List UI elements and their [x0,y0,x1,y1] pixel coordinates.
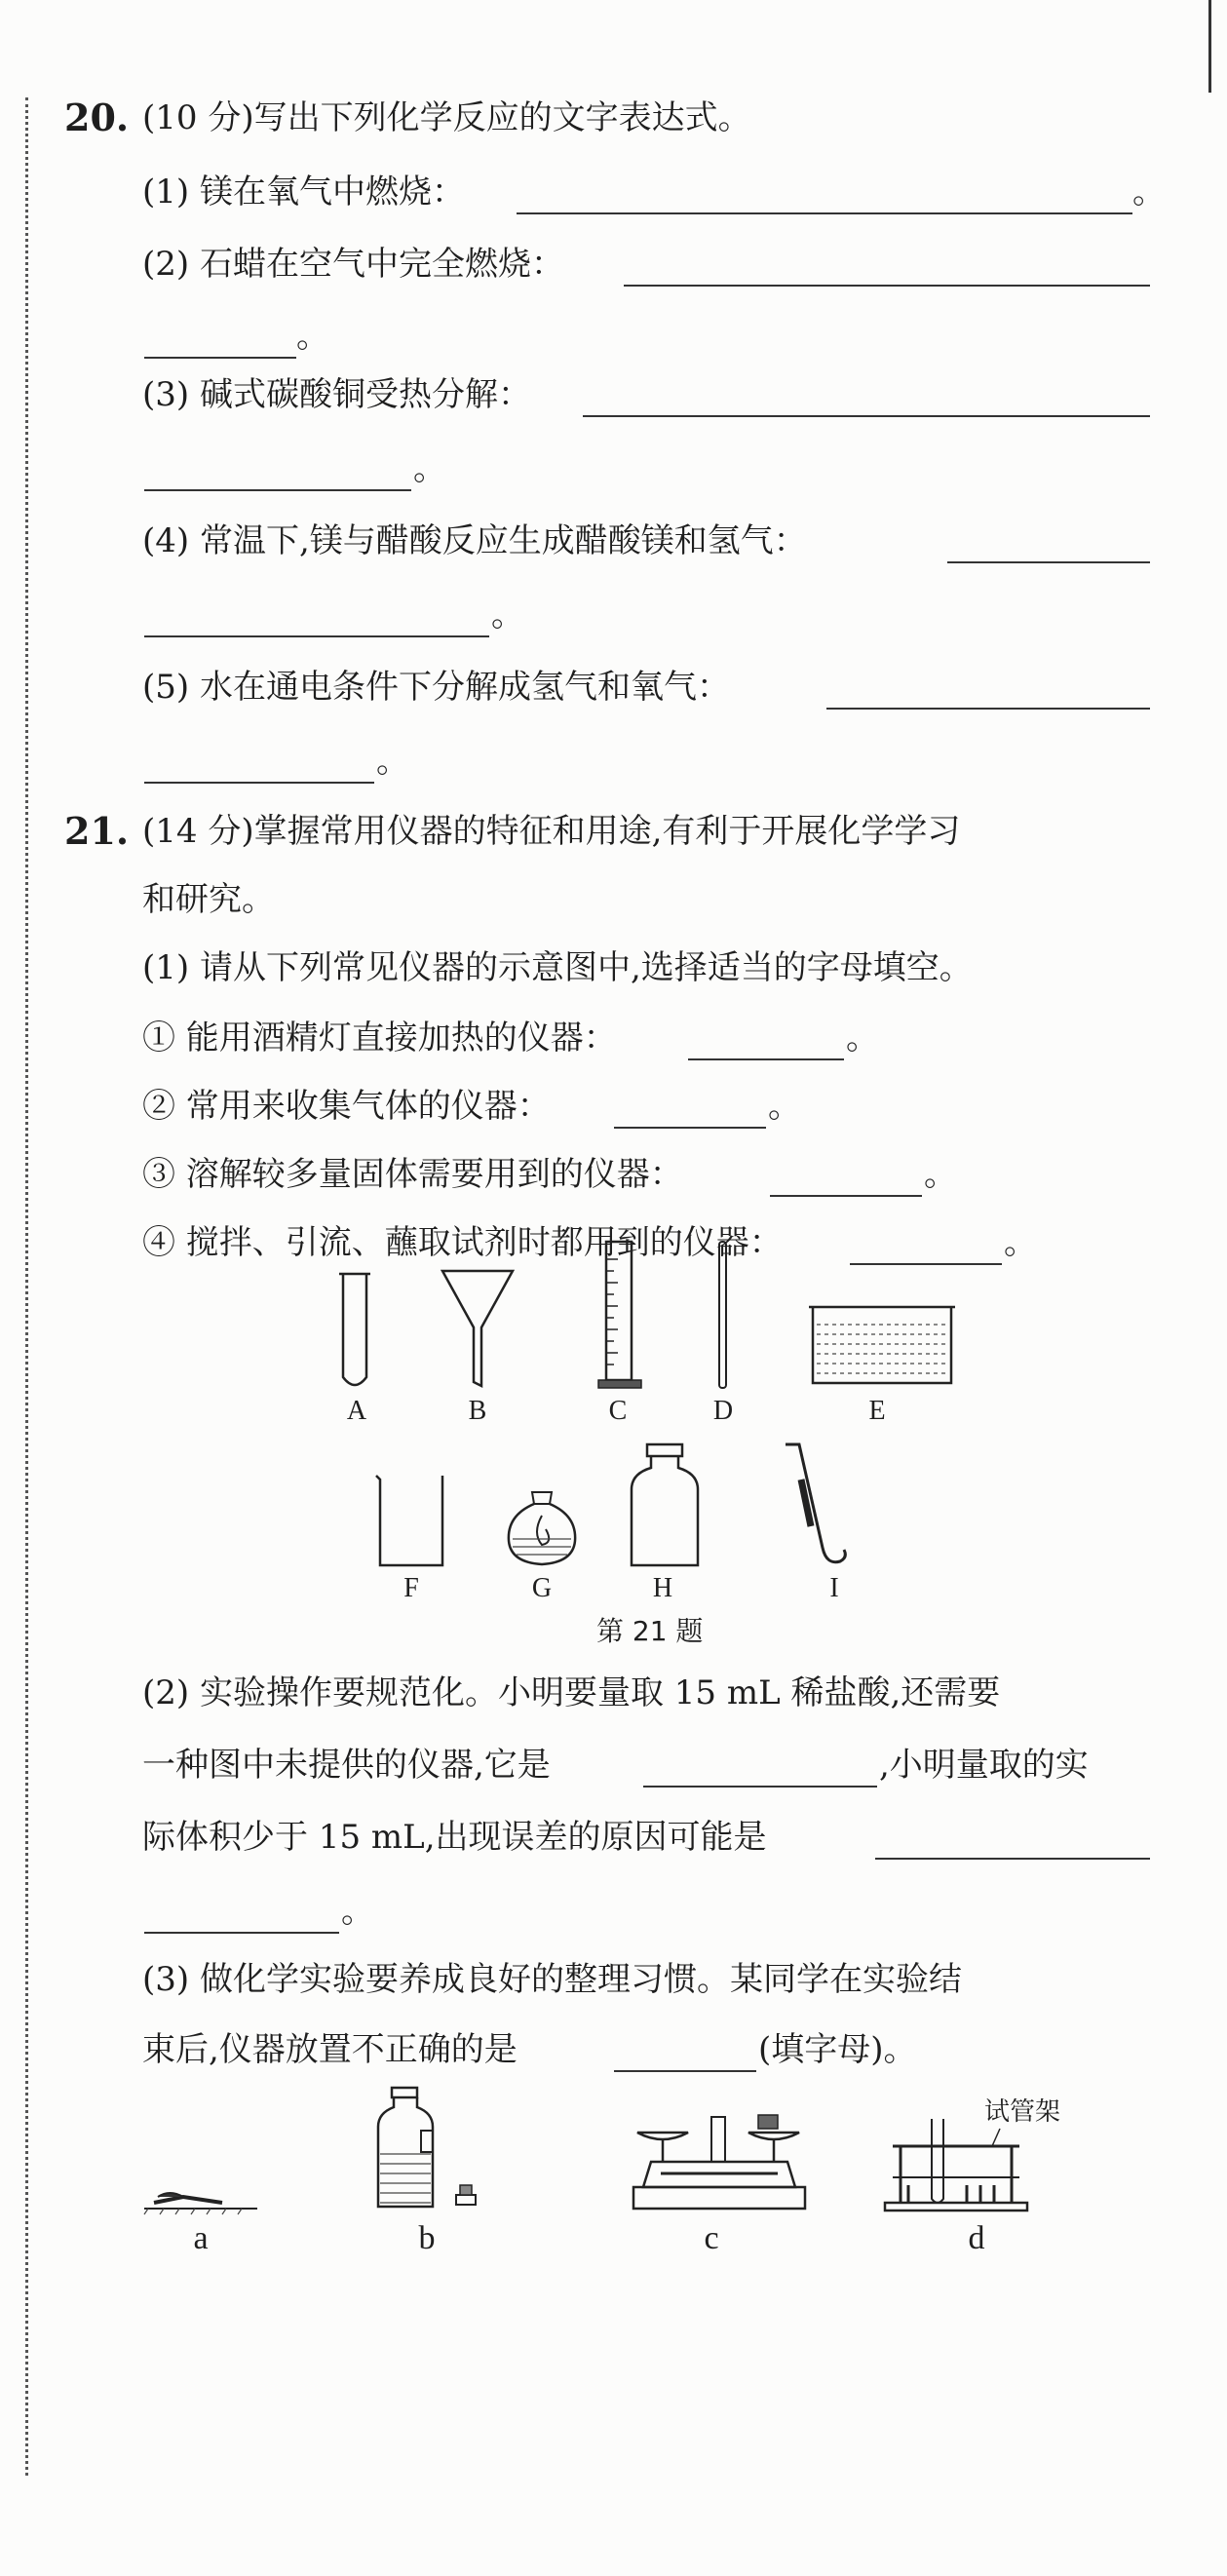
q20-item-5-answer-blank[interactable] [826,661,1150,710]
q20-stem: (10 分)写出下列化学反应的文字表达式。 [142,98,751,137]
q21-stem-line2: 和研究。 [142,880,275,919]
q20-number: 20. [64,96,130,139]
q21-part2-text-2b: ,小明量取的实 [879,1746,1089,1785]
q20-item-1-answer-blank[interactable] [517,166,1132,214]
figure2-label-c: c [704,2220,719,2256]
q21-part1-item-1-label: ① 能用酒精灯直接加热的仪器： [142,1019,617,1057]
q20-item-5 [0,653,1227,721]
q21-part3-line1 [0,1945,1227,2014]
q21-part1-item-3-blank[interactable] [770,1148,922,1197]
q21-part1-item-1 [0,1004,1227,1072]
q20-item-5-answer-blank-cont[interactable] [144,735,374,784]
q21-part1-item-2 [0,1072,1227,1140]
beaker-icon [372,1472,450,1569]
q20-item-3-answer-blank[interactable] [583,368,1150,417]
figure-label-C: C [608,1396,628,1426]
q21-part1-item-4-label: ④ 搅拌、引流、蘸取试剂时都用到的仪器： [142,1223,783,1262]
q21-part2-text-3: 际体积少于 15 mL,出现误差的原因可能是 [142,1818,767,1857]
figure2-label-b: b [418,2220,436,2256]
dropper-on-table-icon [144,2179,261,2218]
q20-item-1 [0,158,1227,226]
q21-stem-line1: (14 分)掌握常用仪器的特征和用途,有利于开展化学学习 [142,812,961,851]
q21-part1-item-3-label: ③ 溶解较多量固体需要用到的仪器： [142,1155,683,1194]
q21-part1-intro-text: (1) 请从下列常见仪器的示意图中,选择适当的字母填空。 [142,948,973,987]
q21-part2-instrument-blank[interactable] [643,1739,877,1788]
q21-header [0,797,1227,865]
q21-part3-answer-blank[interactable] [614,2023,756,2072]
graduated-cylinder-icon [596,1240,645,1391]
funnel-icon [439,1267,517,1389]
q20-item-4-answer-blank[interactable] [947,515,1150,563]
q21-part2-end: 。 [341,1892,374,1931]
test-tube-icon [335,1272,374,1394]
q20-item-4-end: 。 [491,596,524,634]
q20-item-1-end: 。 [1132,173,1166,211]
alcohol-lamp-icon [503,1486,581,1569]
q21-part1-item-3 [0,1140,1227,1209]
water-trough-icon [809,1301,955,1389]
q21-part1-item-2-label: ② 常用来收集气体的仪器： [142,1087,551,1126]
q20-item-4 [0,507,1227,575]
q21-part1-item-2-end: 。 [768,1087,801,1126]
q21-part1-intro [0,934,1227,1002]
rack-callout-label: 试管架 [984,2097,1061,2127]
test-tube-rack-icon [883,2117,1029,2214]
q21-part3-line2 [0,2016,1227,2084]
q21-part3-text-2a: 束后,仪器放置不正确的是 [142,2030,518,2069]
q21-part2-line3 [0,1803,1227,1871]
q21-part2-line4 [0,1877,1227,1945]
figure-label-B: B [468,1396,487,1426]
open-reagent-bottle-icon [374,2086,491,2212]
q20-item-3-label: (3) 碱式碳酸铜受热分解： [142,375,531,414]
q21-part1-item-4-end: 。 [1004,1223,1037,1262]
q20-item-2-label: (2) 石蜡在空气中完全燃烧： [142,245,564,284]
q21-part1-item-4-blank[interactable] [850,1216,1002,1265]
q21-part1-item-3-end: 。 [924,1155,957,1194]
q20-item-5-cont [0,727,1227,795]
page-edge-rule [1208,0,1211,93]
figure-label-A: A [346,1396,367,1426]
q21-number: 21. [64,809,130,853]
q21-part2-text-2a: 一种图中未提供的仪器,它是 [142,1746,551,1785]
figure-label-E: E [868,1396,886,1426]
q20-item-5-label: (5) 水在通电条件下分解成氢气和氧气： [142,668,730,707]
q21-stem-cont [0,865,1227,934]
q20-item-2-answer-blank-cont[interactable] [144,310,296,359]
q20-item-2 [0,230,1227,298]
figure2-label-d: d [968,2220,985,2256]
glass-rod-icon [713,1240,733,1391]
figure-label-G: G [531,1573,553,1603]
q20-item-4-answer-blank-cont[interactable] [144,589,489,637]
q20-item-3-answer-blank-cont[interactable] [144,442,411,491]
q20-item-2-end: 。 [296,317,329,356]
q21-part2-reason-blank-cont[interactable] [144,1885,339,1934]
dropper-icon [780,1441,858,1572]
q21-part1-item-1-blank[interactable] [688,1012,844,1060]
q20-item-1-label: (1) 镁在氧气中燃烧： [142,173,465,211]
figure-label-I: I [829,1573,839,1603]
q20-item-5-end: 。 [376,742,409,781]
q20-item-4-cont [0,581,1227,649]
q21-part3-text-1: (3) 做化学实验要养成良好的整理习惯。某同学在实验结 [142,1960,962,1999]
q20-item-2-answer-blank[interactable] [624,238,1150,287]
q21-part2-reason-blank[interactable] [875,1811,1150,1860]
reagent-bottle-icon [626,1442,704,1569]
q21-part1-item-1-end: 。 [846,1019,879,1057]
balance-scale-icon [632,2111,807,2213]
q20-item-3-cont [0,435,1227,503]
q21-part1-item-2-blank[interactable] [614,1080,766,1129]
q20-item-3-end: 。 [413,449,446,488]
q20-item-4-label: (4) 常温下,镁与醋酸反应生成醋酸镁和氢气： [142,521,807,560]
figure2-label-a: a [193,2220,209,2256]
figure-caption: 第 21 题 [596,1615,704,1647]
q21-part3-text-2b: (填字母)。 [758,2030,917,2069]
q21-part2-line1 [0,1659,1227,1727]
q20-header [0,84,1227,152]
figure-label-D: D [712,1396,734,1426]
figure-label-H: H [652,1573,673,1603]
q21-part2-line2 [0,1731,1227,1799]
q21-part2-text-1: (2) 实验操作要规范化。小明要量取 15 mL 稀盐酸,还需要 [142,1673,1001,1712]
figure-label-F: F [403,1573,419,1603]
q20-item-3 [0,361,1227,429]
